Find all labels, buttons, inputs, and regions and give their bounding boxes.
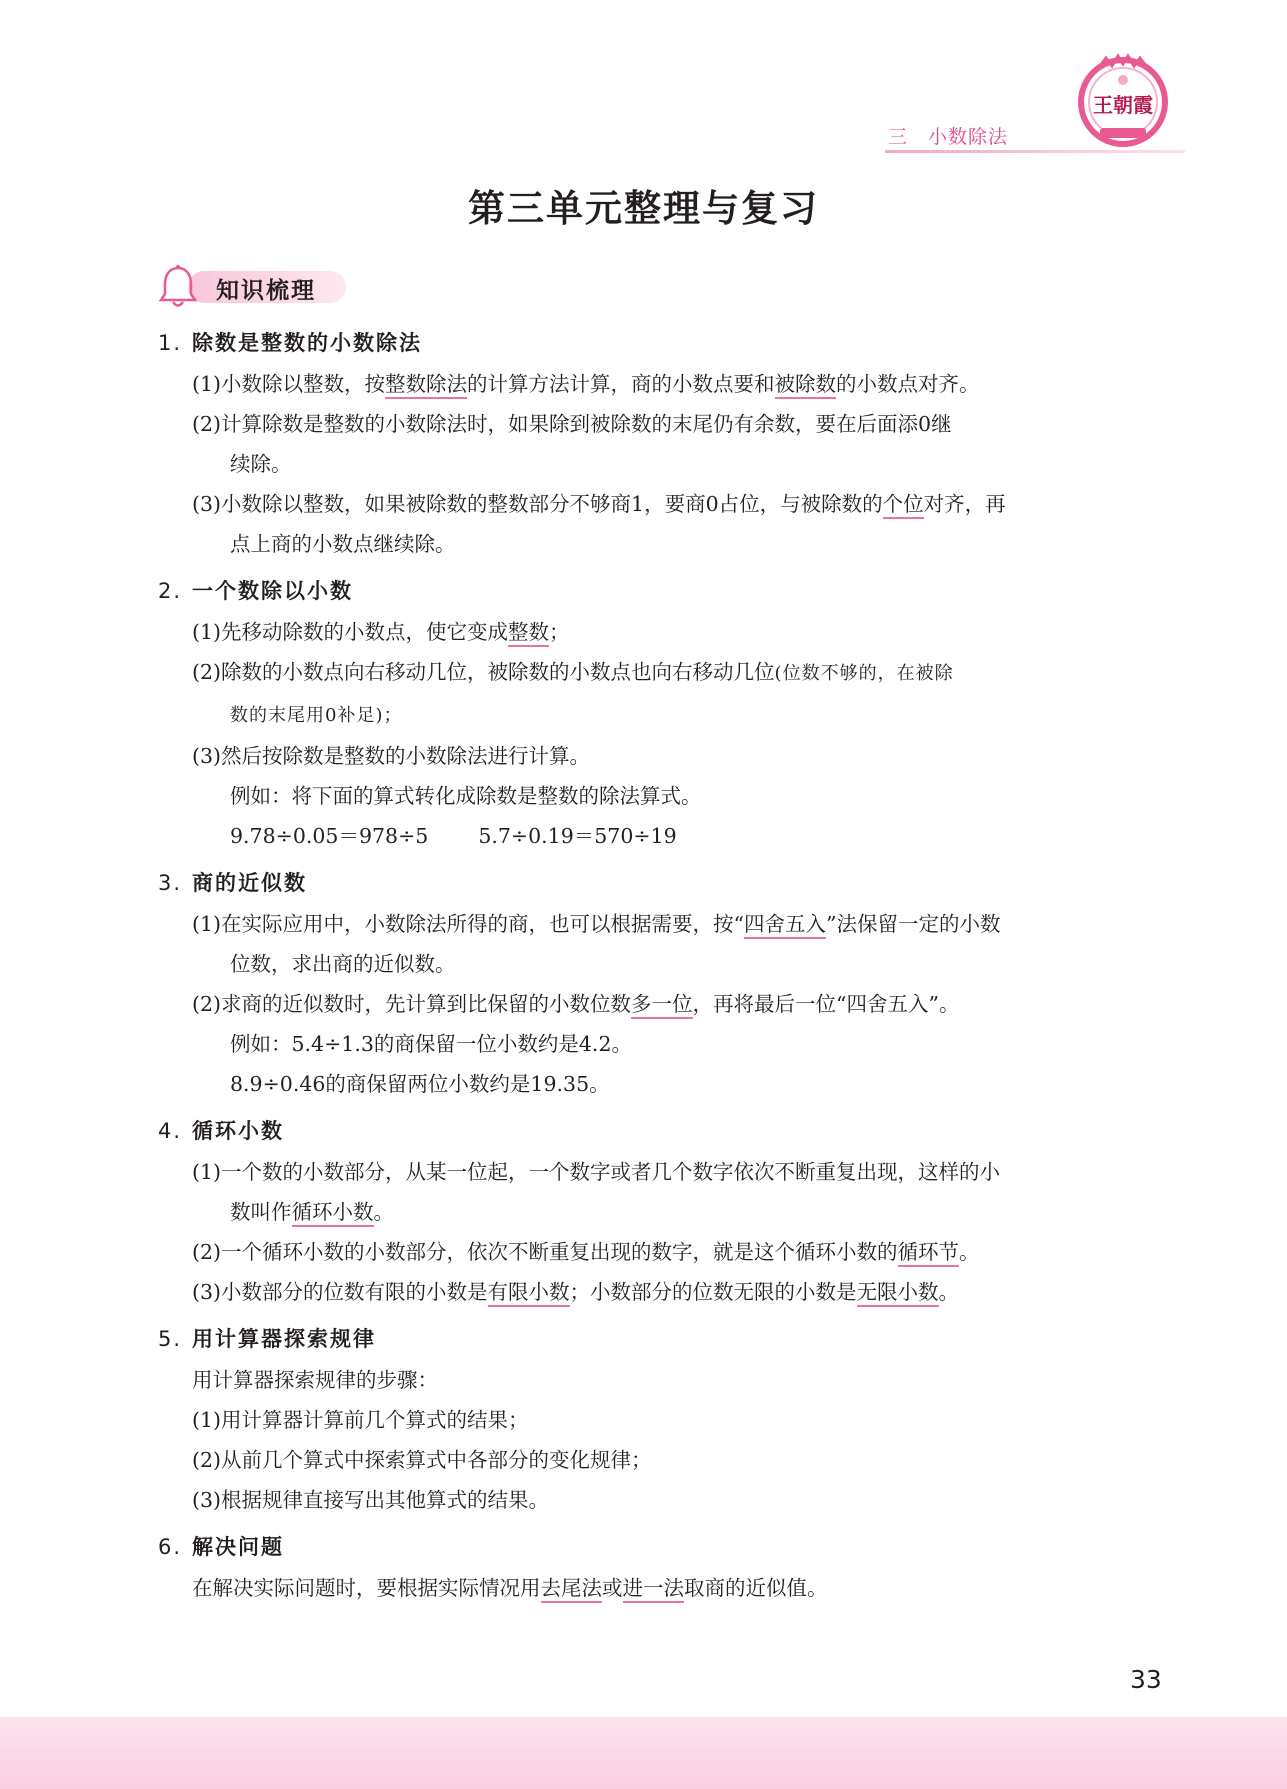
item-text: 或 <box>602 1576 623 1600</box>
list-item <box>192 736 1168 776</box>
item-text: 数叫作 <box>230 1200 292 1224</box>
topic-number: 1. <box>158 331 183 355</box>
chapter-underline <box>885 150 1185 153</box>
page-number: 33 <box>1130 1665 1162 1694</box>
list-item <box>192 904 1168 984</box>
topic-number: 4. <box>158 1119 183 1143</box>
list-item <box>192 1272 1168 1312</box>
topic-title-text: 用计算器探索规律 <box>192 1327 376 1351</box>
topic-title-text: 解决问题 <box>192 1535 284 1559</box>
item-text: 在解决实际问题时，要根据实际情况用 <box>192 1576 541 1600</box>
list-item <box>192 484 1168 564</box>
topic-3 <box>158 866 1168 1104</box>
item-text: 的小数点对齐。 <box>836 372 980 396</box>
item-text: 取商的近似值。 <box>684 1576 828 1600</box>
item-text: (1)先移动除数的小数点，使它变成 <box>192 620 509 644</box>
list-item <box>192 612 1168 652</box>
chapter-tag: 三 小数除法 <box>888 126 1009 148</box>
highlight-text: 多一位 <box>631 992 693 1019</box>
list-item <box>192 1232 1168 1272</box>
item-text: 。 <box>938 1280 960 1304</box>
highlight-text: 进一法 <box>623 1576 685 1603</box>
item-text: ，再将最后一位“四舍五入”。 <box>692 992 960 1016</box>
highlight-text: 无限小数 <box>857 1280 939 1307</box>
topic-title <box>158 574 1168 608</box>
highlight-text: 去尾法 <box>541 1576 603 1603</box>
item-text: (2)计算除数是整数的小数除法时，如果除到被除数的末尾仍有余数，要在后面添0继 <box>192 412 952 436</box>
item-text: ”法保留一定的小数 <box>826 912 1001 936</box>
topic-5 <box>158 1322 1168 1520</box>
item-text: (2)求商的近似数时，先计算到比保留的小数位数 <box>192 992 632 1016</box>
topic-number: 2. <box>158 579 183 603</box>
topic-6 <box>158 1530 1168 1608</box>
item-text: ； <box>549 620 570 644</box>
bell-icon <box>158 264 198 310</box>
highlight-text: 四舍五入 <box>744 912 826 939</box>
item-text: (3)然后按除数是整数的小数除法进行计算。 <box>192 744 591 768</box>
topic-title <box>158 866 1168 900</box>
topic-intro: 用计算器探索规律的步骤： <box>192 1368 438 1392</box>
highlight-text: 循环节 <box>898 1240 960 1267</box>
item-text: 点上商的小数点继续除。 <box>230 532 456 556</box>
topic-4 <box>158 1114 1168 1312</box>
topic-title-text: 商的近似数 <box>192 871 307 895</box>
topic-title <box>158 1530 1168 1564</box>
item-text: 的计算方法计算，商的小数点要和 <box>467 372 775 396</box>
topic-title <box>158 326 1168 360</box>
topic-title-text: 循环小数 <box>192 1119 284 1143</box>
item-text: ；小数部分的位数无限的小数是 <box>569 1280 857 1304</box>
highlight-text: 有限小数 <box>488 1280 570 1307</box>
highlight-text: 被除数 <box>775 372 837 399</box>
section-header <box>158 264 348 308</box>
topic-number: 6. <box>158 1535 183 1559</box>
item-text: (3)小数除以整数，如果被除数的整数部分不够商1，要商0占位，与被除数的 <box>192 492 883 516</box>
list-item <box>192 404 1168 484</box>
item-text: 。 <box>373 1200 394 1224</box>
item-text: 。 <box>959 1240 980 1264</box>
example-text: 8.9÷0.46的商保留两位小数约是19.35。 <box>230 1072 610 1096</box>
item-text: 续除。 <box>230 452 292 476</box>
brand-logo-icon <box>1070 50 1176 150</box>
highlight-text: 循环小数 <box>292 1200 374 1227</box>
topic-1 <box>158 326 1168 564</box>
list-item <box>192 1568 1168 1608</box>
section-label: 知识梳理 <box>216 278 316 304</box>
list-item <box>192 652 1168 736</box>
list-item <box>192 1152 1168 1232</box>
highlight-text: 个位 <box>883 492 924 519</box>
list-item: (1)用计算器计算前几个算式的结果； <box>192 1408 529 1432</box>
example-text: 例如：5.4÷1.3的商保留一位小数约是4.2。 <box>230 1032 632 1056</box>
list-item <box>192 364 1168 404</box>
item-text: 对齐，再 <box>923 492 1006 516</box>
item-text: (2)除数的小数点向右移动几位，被除数的小数点也向右移动几位 <box>192 660 775 684</box>
example-label: 例如：将下面的算式转化成除数是整数的除法算式。 <box>230 784 702 808</box>
topic-number: 3. <box>158 871 183 895</box>
list-item <box>192 984 1168 1024</box>
example-expression: 5.7÷0.19＝570÷19 <box>478 824 677 848</box>
item-note: 数的末尾用0补足)； <box>230 705 403 726</box>
list-item: (3)根据规律直接写出其他算式的结果。 <box>192 1488 550 1512</box>
list-item: (2)从前几个算式中探索算式中各部分的变化规律； <box>192 1448 652 1472</box>
topic-2 <box>158 574 1168 856</box>
topic-number: 5. <box>158 1327 183 1351</box>
item-note: (位数不够的，在被除 <box>774 663 954 684</box>
item-text: (3)小数部分的位数有限的小数是 <box>192 1280 488 1304</box>
topic-title <box>158 1114 1168 1148</box>
highlight-text: 整数除法 <box>385 372 467 399</box>
topic-title-text: 除数是整数的小数除法 <box>192 331 422 355</box>
item-text: (1)一个数的小数部分，从某一位起，一个数字或者几个数字依次不断重复出现，这样的小 <box>192 1160 1001 1184</box>
item-text: 位数，求出商的近似数。 <box>230 952 456 976</box>
topic-title-text: 一个数除以小数 <box>192 579 353 603</box>
page-title: 第三单元整理与复习 <box>468 187 819 230</box>
highlight-text: 整数 <box>508 620 549 647</box>
example-expressions <box>230 816 1168 856</box>
topic-title <box>158 1322 1168 1356</box>
item-text: (2)一个循环小数的小数部分，依次不断重复出现的数字，就是这个循环小数的 <box>192 1240 898 1264</box>
example-expression: 9.78÷0.05＝978÷5 <box>230 824 429 848</box>
brand-name: 王朝霞 <box>1093 93 1153 117</box>
bottom-band <box>0 1717 1287 1789</box>
content <box>158 326 1168 1618</box>
item-text: (1)在实际应用中，小数除法所得的商，也可以根据需要，按“ <box>192 912 745 936</box>
item-text: (1)小数除以整数，按 <box>192 372 386 396</box>
